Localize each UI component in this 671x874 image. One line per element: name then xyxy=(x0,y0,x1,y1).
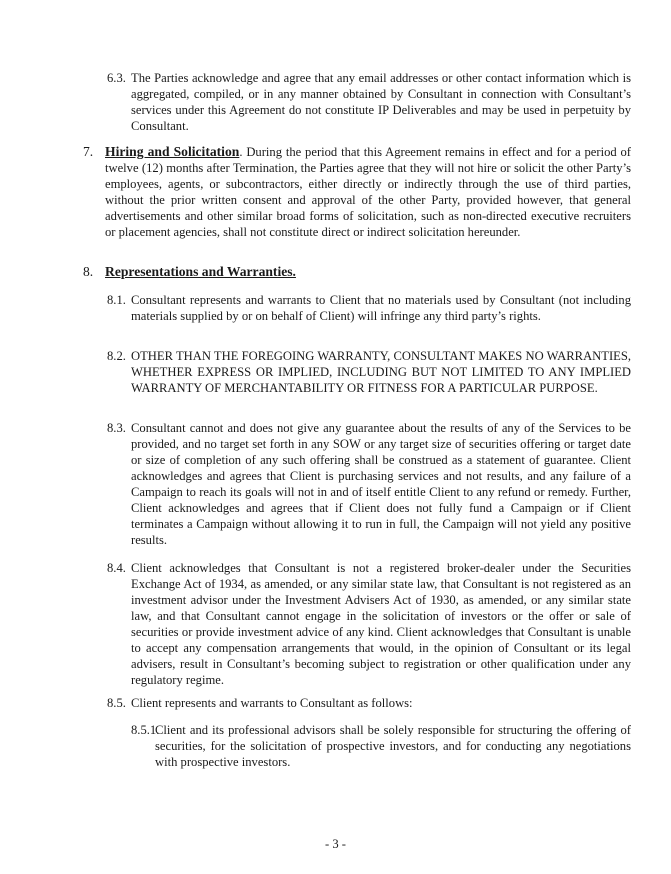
page-number: - 3 - xyxy=(325,837,346,851)
section-number: 8.3. xyxy=(107,421,126,435)
section-8-2 xyxy=(107,348,631,396)
section-6-3 xyxy=(107,70,631,134)
section-8-5-1 xyxy=(131,722,631,770)
section-8-5 xyxy=(107,695,631,711)
section-number: 8.5.1. xyxy=(131,723,160,737)
section-heading: Representations and Warranties. xyxy=(105,264,296,279)
section-number: 8.2. xyxy=(107,349,126,363)
section-text: The Parties acknowledge and agree that any email addresses or other contact information which is aggregated, compiled, or in any manner obtained by Consultant in connection with Consultant’s services under this Agreement do not constitute IP Deliverables and may be used in perpetuity by Consultant. xyxy=(131,71,631,133)
section-7 xyxy=(83,144,631,240)
section-number: 8. xyxy=(83,264,94,279)
section-8 xyxy=(83,264,631,280)
section-text: . During the period that this Agreement remains in effect and for a period of twelve (12) months after Termination, the Parties agree that they will not hire or solicit the other Party’s employees, agents, or subcontractors, either directly or indirectly through the use of third parties, without the prior written consent and approval of the other Party, provided however, that general advertisements and other similar broad forms of solicitation, such as non-directed executive recruiters or placement agencies, shall not constitute direct or indirect solicitation hereunder. xyxy=(105,145,631,239)
section-number: 8.4. xyxy=(107,561,126,575)
section-text: Consultant cannot and does not give any guarantee about the results of any of the Services to be provided, and no target set forth in any SOW or any target size of securities offering or target date or size of completion of any such offering shall be construed as a statement of guarantee. Client acknowledges and agrees that Client is purchasing services and not results, and any failure of a Campaign to reach its goals will not in and of itself entitle Client to any refund or remedy. Further, Client acknowledges and agrees that if Client does not fully fund a Campaign or if Client terminates a Campaign without allowing it to run in full, the Campaign will not yield any positive results. xyxy=(131,421,631,547)
section-8-4 xyxy=(107,560,631,688)
section-number: 6.3. xyxy=(107,71,126,85)
section-number: 8.1. xyxy=(107,293,126,307)
section-heading: Hiring and Solicitation xyxy=(105,144,240,159)
section-text: Client and its professional advisors shall be solely responsible for structuring the offering of securities, for the solicitation of prospective investors, and for conducting any negotiations with prospective investors. xyxy=(155,723,631,769)
section-text: OTHER THAN THE FOREGOING WARRANTY, CONSULTANT MAKES NO WARRANTIES, WHETHER EXPRESS OR IMPLIED, INCLUDING BUT NOT LIMITED TO ANY IMPLIED WARRANTY OF MERCHANTABILITY OR FITNESS FOR A PARTICULAR PURPOSE. xyxy=(131,349,631,395)
section-8-1 xyxy=(107,292,631,324)
section-text: Client acknowledges that Consultant is not a registered broker-dealer under the Securities Exchange Act of 1934, as amended, or any similar state law, that Consultant is not registered as an investment advisor under the Investment Advisers Act of 1930, as amended, or any similar state law, and that Consultant cannot engage in the solicitation of investors or the offer or sale of securities or provide investment advice of any kind. Client acknowledges that Consultant is unable to accept any compensation arrangements that would, in the opinion of Consultant or its legal advisers, result in Consultant’s becoming subject to registration or other qualification under any regulatory regime. xyxy=(131,561,631,687)
section-text: Consultant represents and warrants to Client that no materials used by Consultant (not including materials supplied by or on behalf of Client) will infringe any third party’s rights. xyxy=(131,293,631,323)
section-text: Client represents and warrants to Consultant as follows: xyxy=(131,696,413,710)
section-number: 7. xyxy=(83,144,94,159)
section-8-3 xyxy=(107,420,631,548)
section-number: 8.5. xyxy=(107,696,126,710)
